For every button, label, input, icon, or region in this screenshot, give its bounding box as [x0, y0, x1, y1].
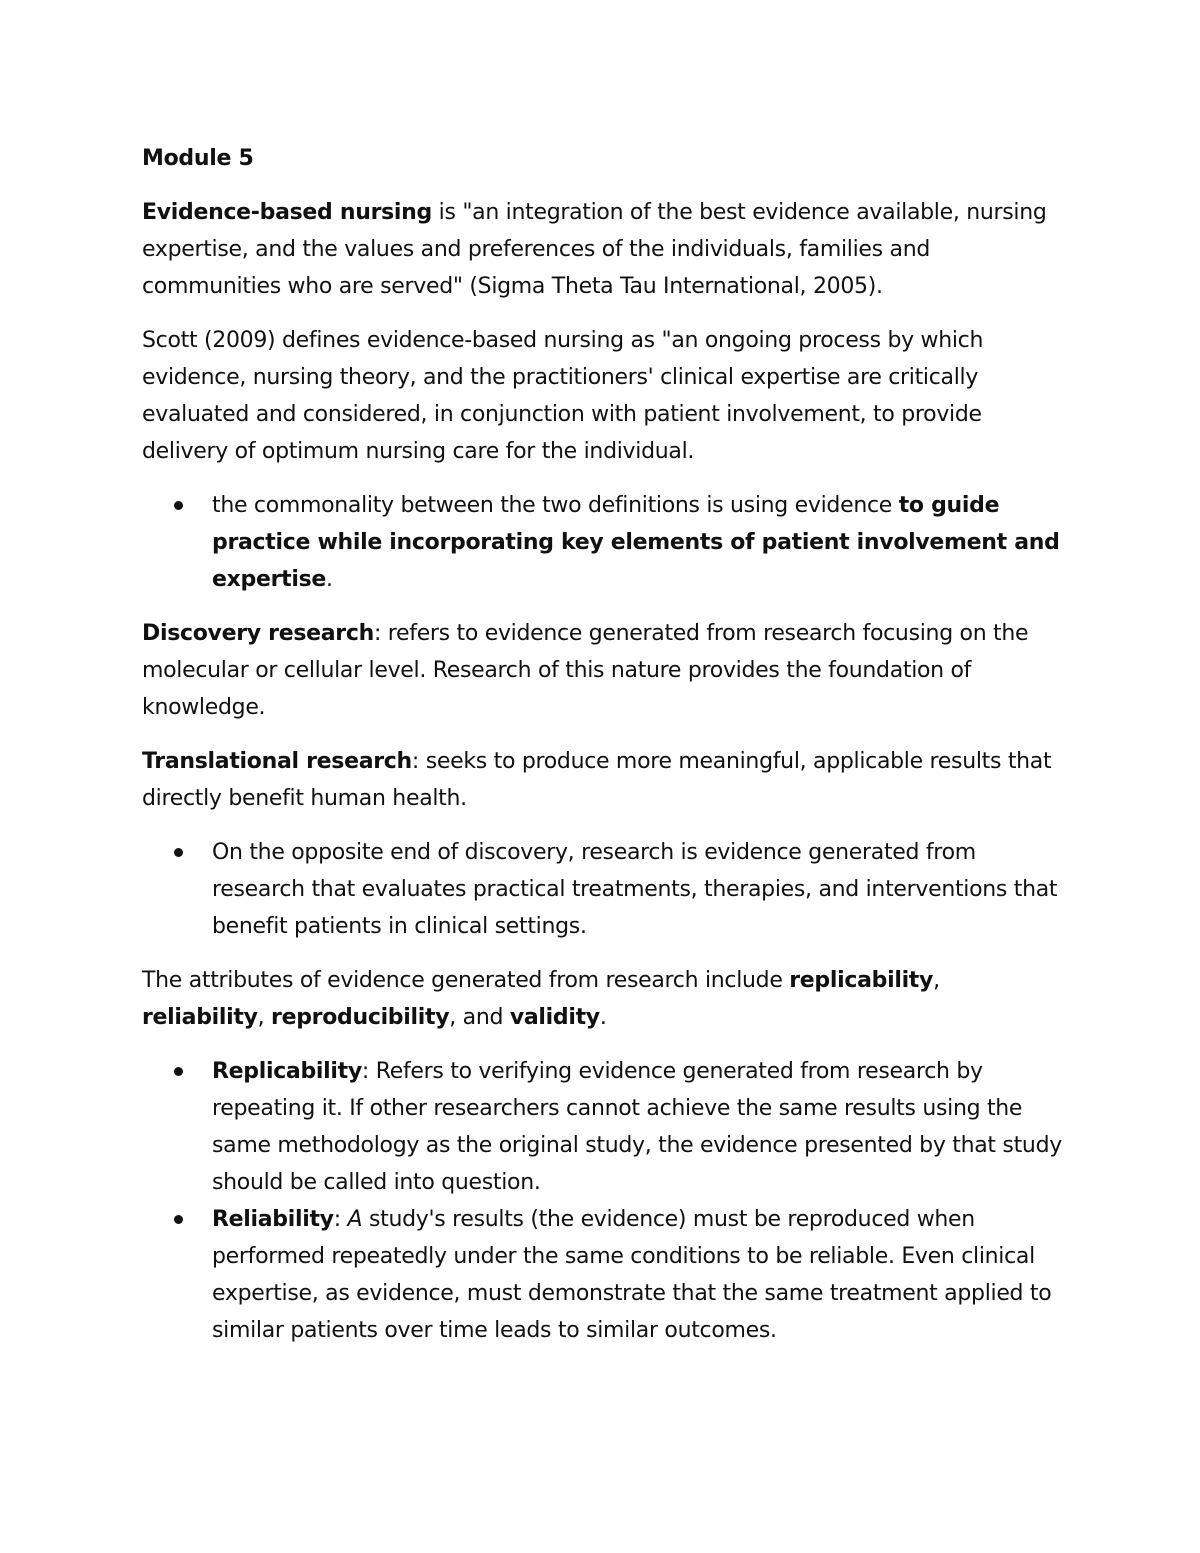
- opposite-list: [142, 834, 1062, 945]
- attribute-separator: ,: [933, 968, 940, 993]
- bullet-icon: [174, 848, 183, 857]
- ebn-definition-paragraph: [142, 194, 1062, 305]
- reliability-term: Reliability: [212, 1207, 334, 1232]
- bullet-icon: [174, 501, 183, 510]
- attribute-validity: validity: [509, 1005, 600, 1030]
- ebn-term: Evidence-based nursing: [142, 200, 432, 225]
- discovery-text: : refers to evidence generated from research focusing on the molecular or cellular level. Research of this nature provides the foundation of knowledge.: [142, 621, 1029, 720]
- attribute-separator: ,: [257, 1005, 272, 1030]
- scott-definition-paragraph: Scott (2009) defines evidence-based nursing as "an ongoing process by which evidence, nursing theory, and the practitioners' clinical expertise are critically evaluated and considered, in conjunction with patient involvement, to provide delivery of optimum nursing care for the individual.: [142, 328, 984, 464]
- bullet-icon: [174, 1215, 183, 1224]
- document-page: [142, 140, 1062, 1366]
- commonality-list: [142, 487, 1062, 598]
- attribute-reliability: reliability: [142, 1005, 258, 1030]
- attribute-reproducibility: reproducibility: [271, 1005, 450, 1030]
- discovery-term: Discovery research: [142, 621, 374, 646]
- commonality-text: the commonality between the two definitions is using evidence: [212, 493, 899, 518]
- module-title: Module 5: [142, 146, 254, 171]
- attribute-end: .: [599, 1005, 607, 1030]
- attribute-separator: , and: [449, 1005, 510, 1030]
- replicability-term: Replicability: [212, 1059, 362, 1084]
- translational-research-paragraph: [142, 743, 1062, 817]
- replicability-text: : Refers to verifying evidence generated from research by repeating it. If other researchers cannot achieve the same results using the same methodology as the original study, the evidence presented by that study should be called into question.: [212, 1059, 1062, 1195]
- reliability-colon: :: [333, 1207, 348, 1232]
- attributes-list: [142, 1053, 1062, 1349]
- commonality-end: .: [326, 567, 333, 592]
- discovery-research-paragraph: [142, 615, 1062, 726]
- attribute-replicability: replicability: [789, 968, 934, 993]
- translational-text: : seeks to produce more meaningful, applicable results that directly benefit human health.: [142, 749, 1052, 811]
- attributes-paragraph: [142, 962, 1062, 1036]
- commonality-emphasis: to guide practice while incorporating key elements of patient involvement and expertise: [212, 493, 1060, 592]
- list-item: [212, 834, 1062, 945]
- attributes-intro: The attributes of evidence generated from research include: [142, 968, 790, 993]
- list-item: [212, 1201, 1062, 1349]
- list-item: [212, 1053, 1062, 1201]
- reliability-italic: A: [347, 1207, 363, 1232]
- ebn-definition-text: is "an integration of the best evidence available, nursing expertise, and the values and preferences of the individuals, families and communities who are served" (Sigma Theta Tau International, 2005).: [142, 200, 1047, 299]
- reliability-text: study's results (the evidence) must be reproduced when performed repeatedly under the same conditions to be reliable. Even clinical expertise, as evidence, must demonstrate that the same treatment applied to similar patients over time leads to similar outcomes.: [212, 1207, 1052, 1343]
- translational-term: Translational research: [142, 749, 412, 774]
- opposite-text: On the opposite end of discovery, research is evidence generated from research that evaluates practical treatments, therapies, and interventions that benefit patients in clinical settings.: [212, 840, 1058, 939]
- list-item: [212, 487, 1062, 598]
- bullet-icon: [174, 1067, 183, 1076]
